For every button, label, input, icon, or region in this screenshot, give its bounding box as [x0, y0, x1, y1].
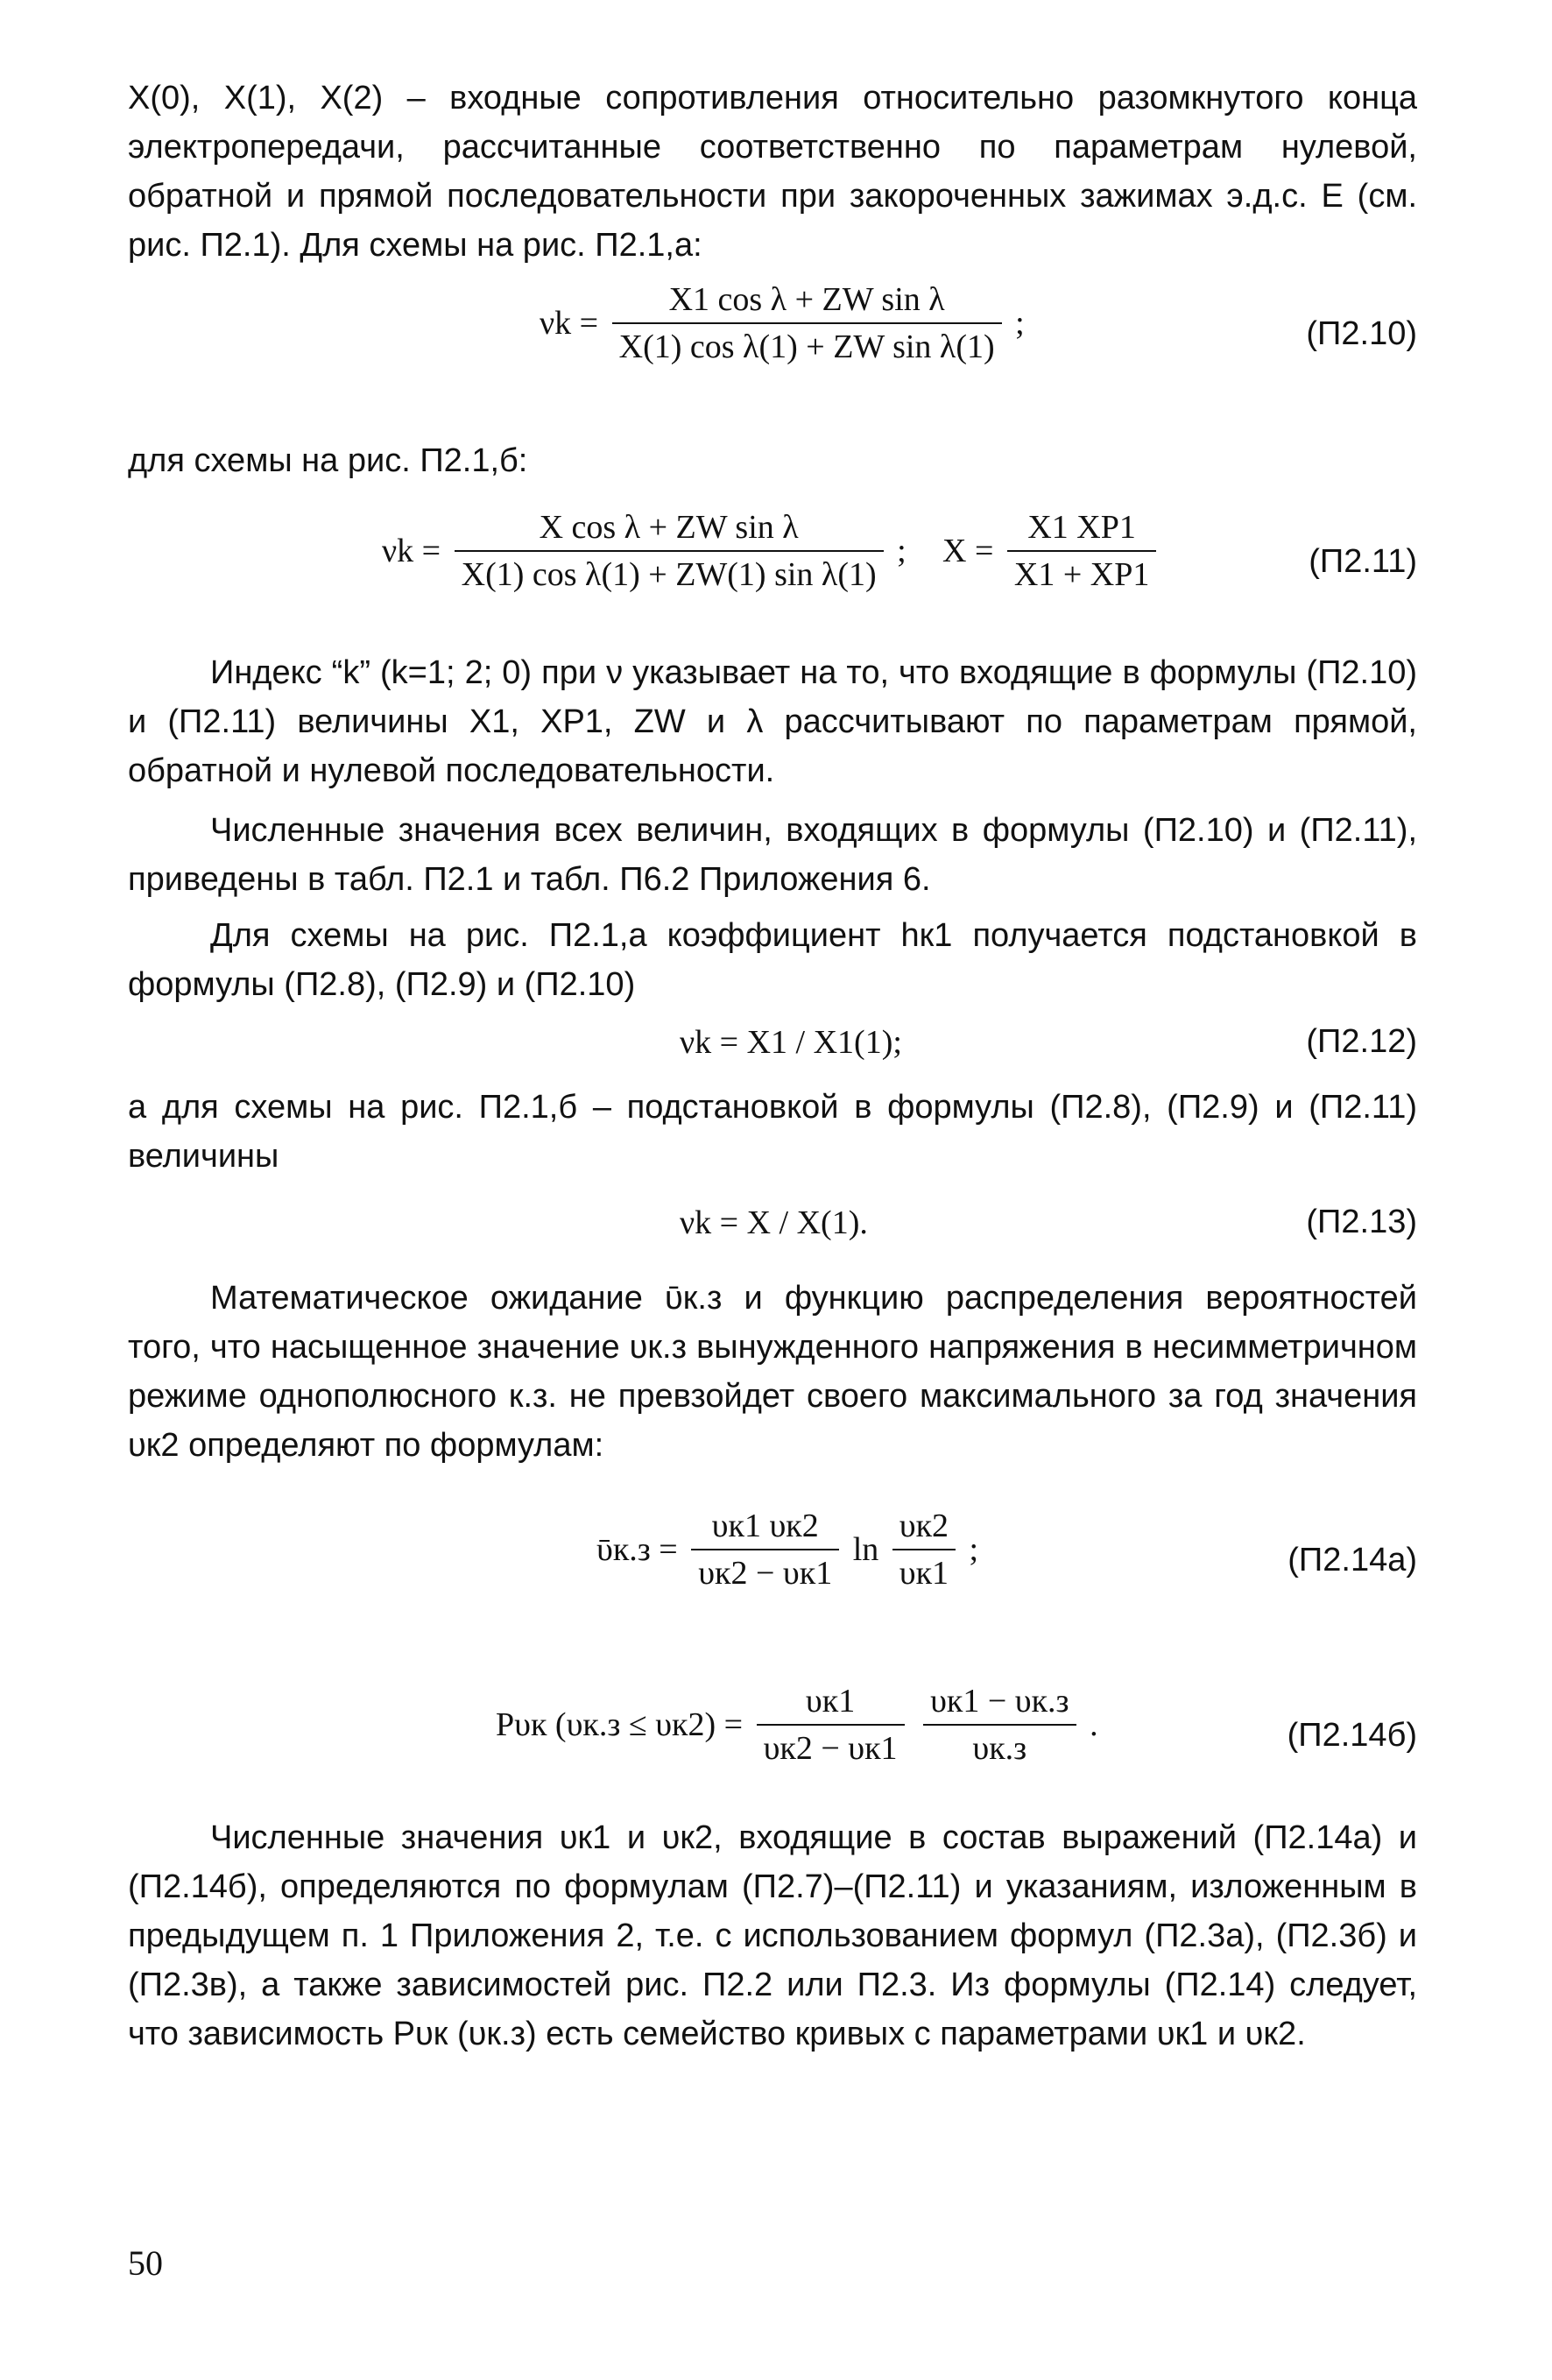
paragraph-index-k: Индекс “k” (k=1; 2; 0) при ν указывает на то, что входящие в формулы (П2.10) и (П2.11) величины X1, XP1, ZW и λ рассчитывают по параметрам прямой, обратной и нулевой последовательности.: [128, 654, 1417, 789]
equation-p2-14b: [128, 1682, 1417, 1787]
equation-p2-10: [128, 280, 1417, 377]
eq10-tail: ;: [1015, 305, 1025, 342]
eq14b-lhs: Pυк (υк.з ≤ υк2) =: [496, 1706, 744, 1743]
equation-p2-12: [128, 1016, 1417, 1069]
eq11-tail: ;: [897, 533, 907, 569]
eq10-lhs: νk =: [540, 305, 599, 342]
page-number: 50: [128, 2243, 163, 2283]
eq10-label: (П2.10): [1306, 315, 1417, 352]
eq14a-log-denominator: υк1: [899, 1555, 949, 1592]
eq11-denominator: X(1) cos λ(1) + ZW(1) sin λ(1): [461, 556, 877, 593]
eq14b-second-numerator: υк1 − υк.з: [923, 1682, 1076, 1726]
eq11-x-numerator: X1 XP1: [1007, 508, 1156, 552]
eq11-label: (П2.11): [1309, 543, 1417, 580]
eq14b-denominator: υк2 − υк1: [763, 1730, 898, 1767]
eq14b-second-denominator: υк.з: [972, 1730, 1027, 1767]
eq14a-tail: ;: [969, 1531, 979, 1568]
eq14a-ln: ln: [852, 1531, 879, 1568]
eq14a-numerator: υк1 υк2: [691, 1507, 839, 1550]
equation-p2-14a: [128, 1507, 1417, 1612]
paragraph-scheme-b-substitution: а для схемы на рис. П2.1,б – подстановкой в формулы (П2.8), (П2.9) и (П2.11) величины: [128, 1089, 1417, 1175]
paragraph-scheme-a-coefficient: Для схемы на рис. П2.1,а коэффициент hк1 получается подстановкой в формулы (П2.8), (П2.9) и (П2.10): [128, 917, 1417, 1003]
eq14a-denominator: υк2 − υк1: [698, 1555, 833, 1592]
eq13-label: (П2.13): [1306, 1204, 1417, 1240]
eq14a-label: (П2.14а): [1287, 1542, 1417, 1578]
eq13-expression: νk = X / X(1).: [680, 1204, 868, 1241]
eq14a-lhs: ῡк.з =: [596, 1531, 678, 1568]
eq14b-numerator: υк1: [757, 1682, 905, 1726]
eq14a-log-fraction: [892, 1507, 956, 1593]
eq14b-fraction: [757, 1682, 905, 1768]
eq14b-second-fraction: [923, 1682, 1076, 1768]
eq14b-label: (П2.14б): [1287, 1717, 1417, 1754]
paragraph-input-resistances: X(0), X(1), X(2) – входные сопротивления относительно разомкнутого конца электропередачи, рассчитанные соответственно по параметрам нулевой, обратной и прямой последовательности при закороченных зажимах э.д.с. E (см. рис. П2.1). Для схемы на рис. П2.1,а:: [128, 80, 1417, 264]
eq11-x-denominator: X1 + XP1: [1013, 556, 1150, 593]
eq12-expression: νk = X1 / X1(1);: [680, 1024, 902, 1061]
paragraph-numeric-uk: Численные значения υк1 и υк2, входящие в состав выражений (П2.14а) и (П2.14б), определяются по формулам (П2.7)–(П2.11) и указаниям, изложенным в предыдущем п. 1 Приложения 2, т.е. с использованием формул (П2.3а), (П2.3б) и (П2.3в), а также зависимостей рис. П2.2 или П2.3. Из формулы (П2.14) следует, что зависимость Pυк (υк.з) есть семейство кривых с параметрами υк1 и υк2.: [128, 1819, 1417, 2052]
eq11-x-fraction: [1007, 508, 1156, 594]
eq11-numerator: X cos λ + ZW sin λ: [455, 508, 884, 552]
equation-p2-13: [128, 1197, 1417, 1249]
paragraph-numeric-values: Численные значения всех величин, входящих в формулы (П2.10) и (П2.11), приведены в табл. П2.1 и табл. П6.2 Приложения 6.: [128, 812, 1417, 898]
eq11-lhs: νk =: [382, 533, 441, 569]
eq10-fraction: [612, 280, 1002, 366]
eq11-x-lhs: X =: [942, 533, 994, 569]
eq14a-fraction: [691, 1507, 839, 1593]
eq10-numerator: X1 cos λ + ZW sin λ: [612, 280, 1002, 324]
eq12-label: (П2.12): [1306, 1023, 1417, 1060]
eq10-denominator: X(1) cos λ(1) + ZW sin λ(1): [618, 328, 995, 365]
eq14b-tail: .: [1090, 1706, 1098, 1743]
equation-p2-11: [128, 508, 1417, 604]
paragraph-scheme-b: для схемы на рис. П2.1,б:: [128, 442, 528, 479]
eq11-fraction: [455, 508, 884, 594]
paragraph-expectation: Математическое ожидание ῡк.з и функцию распределения вероятностей того, что насыщенное значение υк.з вынужденного напряжения в несимметричном режиме однополюсного к.з. не превзойдет своего максимального за год значения υк2 определяют по формулам:: [128, 1280, 1417, 1464]
eq14a-log-numerator: υк2: [892, 1507, 956, 1550]
